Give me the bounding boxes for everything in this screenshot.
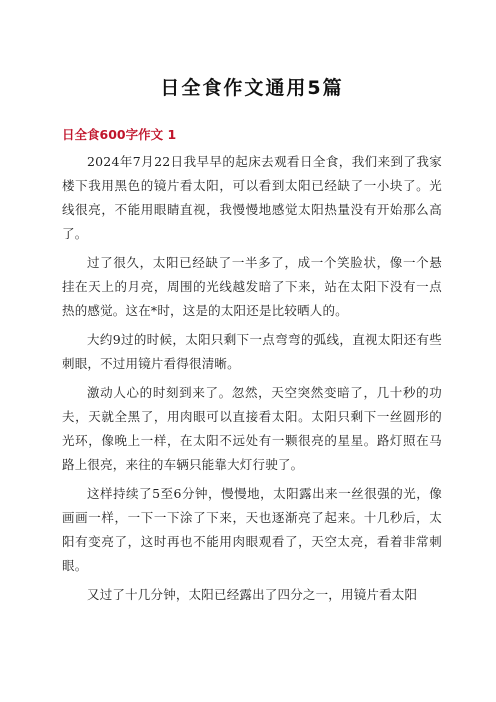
paragraph-6: 又过了十几分钟，太阳已经露出了四分之一，用镜片看太阳	[87, 587, 418, 602]
paragraph-4: 激动人心的时刻到来了。忽然，天空突然变暗了，几十秒的功夫，天就全黑了，用肉眼可以直接看太阳。太阳只剩下一丝圆形的光环，像晚上一样，在太阳不远处有一颗很亮的星星。路灯照在马路上很亮，来往的车辆只能靠大灯行驶了。	[62, 385, 442, 472]
document-title: 日全食作文通用5篇	[160, 77, 344, 99]
paragraph-5: 这样持续了5至6分钟，慢慢地，太阳露出来一丝很强的光，像画画一样，一下一下涂了下来，天也逐渐亮了起来。十几秒后，太阳有变亮了，这时再也不能用肉眼观看了，天空太亮，看着非常刺眼。	[62, 486, 442, 573]
paragraph-3: 大约9过的时候，太阳只剩下一点弯弯的弧线，直视太阳还有些刺眼，不过用镜片看得很清晰。	[62, 332, 442, 371]
paragraph-1: 2024年7月22日我早早的起床去观看日全食，我们来到了我家楼下我用黑色的镜片看太阳，可以看到太阳已经缺了一小块了。光线很亮，不能用眼睛直视，我慢慢地感觉太阳热量没有开始那么高了。	[62, 154, 442, 241]
paragraph-2: 过了很久，太阳已经缺了一半多了，成一个笑脸状，像一个悬挂在天上的月亮，周围的光线越发暗了下来，站在太阳下没有一点热的感觉。这在*时，这是的太阳还是比较晒人的。	[62, 255, 442, 318]
essay-body	[62, 150, 442, 607]
section-heading: 日全食600字作文 1	[62, 127, 177, 142]
